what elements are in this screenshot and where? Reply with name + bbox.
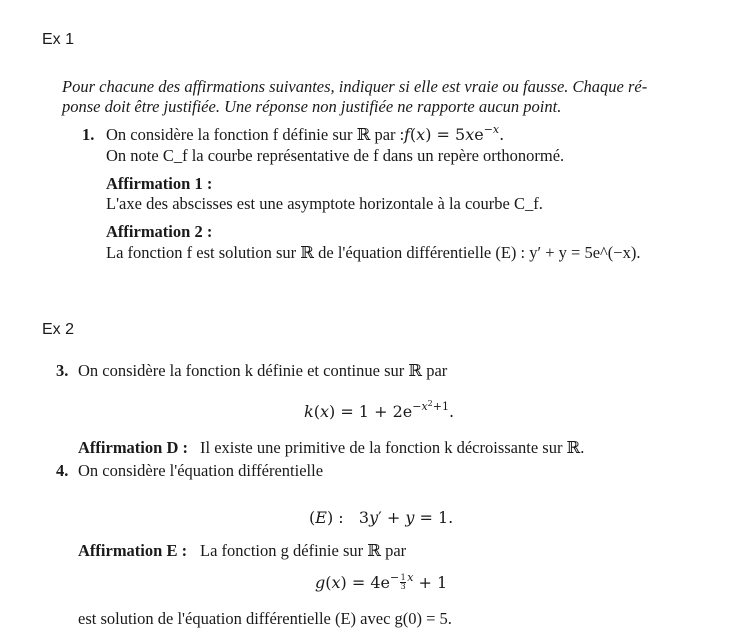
affE-end: est solution de l'équation différentielle (E) avec g(0) = 5. bbox=[78, 609, 452, 628]
q3-formula: $k(x) = 1 + 2e^{-x^2+1}$. bbox=[304, 399, 455, 421]
q1-text: On considère la fonction f définie sur ℝ par : bbox=[106, 125, 405, 144]
ex2-title: Ex 2 bbox=[42, 321, 75, 338]
affE-text: La fonction g définie sur ℝ par bbox=[200, 541, 407, 560]
q3-number: 3. bbox=[56, 361, 69, 380]
q1-number: 1. bbox=[82, 125, 95, 144]
aff2-text: La fonction f est solution sur ℝ de l'équation différentielle (E) : y′ + y = 5e^(−x). bbox=[106, 243, 641, 262]
affD-text: Il existe une primitive de la fonction k décroissante sur ℝ. bbox=[200, 438, 585, 457]
affD-label: Affirmation D : bbox=[78, 438, 188, 457]
aff1-label: Affirmation 1 : bbox=[106, 174, 213, 193]
ex1-title: Ex 1 bbox=[42, 31, 75, 48]
q4-text: On considère l'équation différentielle bbox=[78, 461, 324, 480]
affE-label: Affirmation E : bbox=[78, 541, 188, 560]
q1-formula: $f(x) = 5xe^{-x}$. bbox=[404, 123, 505, 144]
q4-formula: (E) : 3y′ + y = 1. bbox=[309, 508, 454, 527]
affE-formula: $g(x) = 4e^{- \frac{1}{3} x} + 1$ bbox=[315, 571, 448, 592]
aff1-text: L'axe des abscisses est une asymptote horizontale à la courbe C_f. bbox=[106, 194, 543, 213]
ex1-intro-line2: ponse doit être justifiée. Une réponse non justifiée ne rapporte aucun point. bbox=[62, 97, 562, 116]
q4-number: 4. bbox=[56, 461, 69, 480]
ex1-intro-line1: Pour chacune des affirmations suivantes, indiquer si elle est vraie ou fausse. Chaque ré- bbox=[62, 77, 648, 96]
aff2-label: Affirmation 2 : bbox=[106, 222, 213, 241]
q1-note: On note C_f la courbe représentative de f dans un repère orthonormé. bbox=[106, 146, 565, 165]
q3-text: On considère la fonction k définie et continue sur ℝ par bbox=[78, 361, 448, 380]
